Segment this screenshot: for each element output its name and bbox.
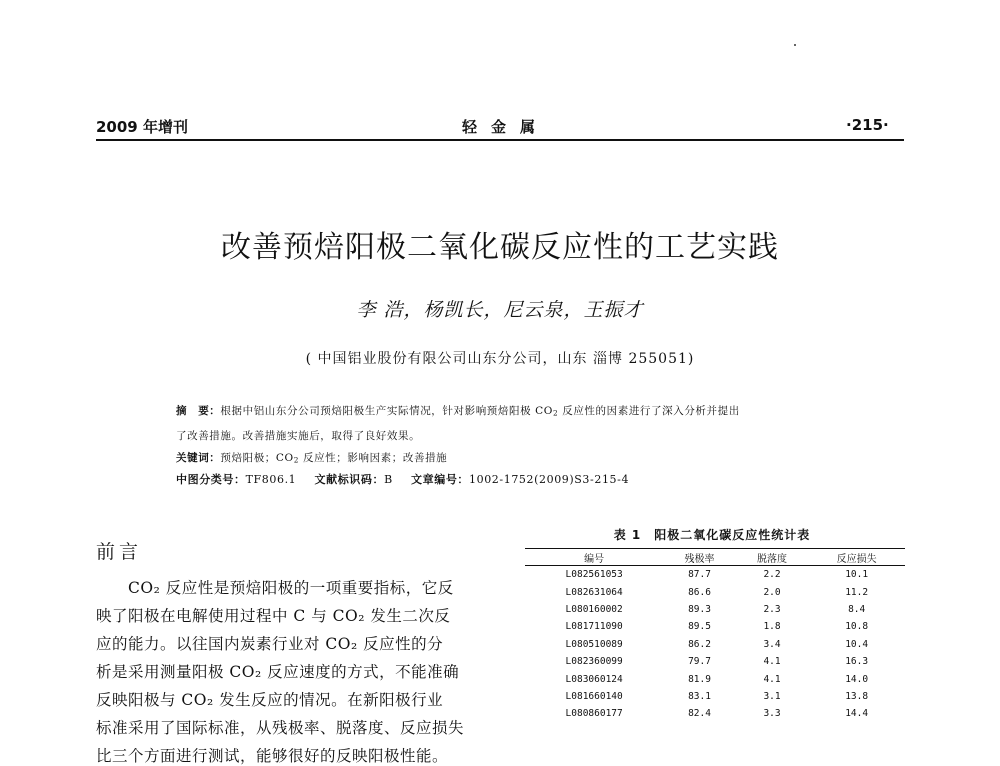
table-cell: L082631064 xyxy=(565,586,623,598)
table-cell: 3.4 xyxy=(763,638,781,650)
body-line: 析是采用测量阳极 CO₂ 反应速度的方式，不能准确 xyxy=(96,663,460,681)
table-cell: 3.3 xyxy=(763,708,781,720)
section-heading: 前言 xyxy=(96,541,143,563)
table-row xyxy=(525,653,905,670)
table-cell: L080510089 xyxy=(565,638,623,650)
keywords-line xyxy=(176,451,447,467)
table-cell: 89.5 xyxy=(688,621,711,633)
affiliation: ( 中国铝业股份有限公司山东分公司，山东 淄博 255051) xyxy=(305,351,695,367)
keywords-subscript: 2 xyxy=(293,455,300,465)
table-cell: 16.3 xyxy=(845,656,869,668)
table-cell: L082561053 xyxy=(565,569,623,581)
table-row xyxy=(525,705,905,722)
table-cell: 14.0 xyxy=(845,673,869,685)
table-row xyxy=(525,601,905,618)
header-rule xyxy=(96,139,904,141)
table-cell: 86.6 xyxy=(688,586,711,598)
table-row xyxy=(525,583,905,600)
column-header: 脱落度 xyxy=(736,549,809,566)
table-cell: 14.4 xyxy=(845,708,869,720)
classification-label: 中图分类号： xyxy=(176,473,246,486)
table-row xyxy=(525,670,905,687)
table-cell: 79.7 xyxy=(688,656,711,668)
body-line: 反映阳极与 CO₂ 发生反应的情况。在新阳极行业 xyxy=(96,691,444,709)
abstract-line-1 xyxy=(176,404,740,420)
table-caption: 表 1 阳极二氧化碳反应性统计表 xyxy=(613,528,811,542)
body-line: 标准采用了国际标准，从残极率、脱落度、反应损失 xyxy=(96,719,465,737)
table-row xyxy=(525,618,905,635)
table-cell: 11.2 xyxy=(845,586,869,598)
table-cell: 4.1 xyxy=(763,656,781,668)
article-no-label: 文章编号： xyxy=(411,473,470,486)
table-cell: 2.0 xyxy=(763,586,781,598)
table-cell: 86.2 xyxy=(688,638,711,650)
table-cell: 81.9 xyxy=(688,673,711,685)
classification-value: TF806.1 xyxy=(245,473,297,486)
doc-code-value: B xyxy=(384,473,393,486)
classification-line xyxy=(176,473,629,487)
column-header: 残极率 xyxy=(663,549,736,566)
table-cell: 1.8 xyxy=(763,621,781,633)
table-cell: L081660140 xyxy=(565,690,623,702)
table-cell: 8.4 xyxy=(848,603,866,615)
table-cell: L083060124 xyxy=(565,673,623,685)
abstract-label: 摘 要： xyxy=(176,405,221,417)
keywords-text: 预焙阳极；CO xyxy=(220,452,294,464)
table-cell: L082360099 xyxy=(565,656,623,668)
keywords-text-end: 反应性；影响因素；改善措施 xyxy=(299,452,448,464)
table-cell: 2.3 xyxy=(763,603,781,615)
abstract-text-1: 根据中铝山东分公司预焙阳极生产实际情况，针对影响预焙阳极 CO xyxy=(220,405,553,417)
table-cell: 10.4 xyxy=(845,638,869,650)
table-cell: 13.8 xyxy=(845,690,869,702)
journal-issue: 2009 年增刊 xyxy=(96,118,188,136)
column-header: 编号 xyxy=(525,549,663,566)
table-cell: L081711090 xyxy=(565,621,623,633)
keywords-label: 关键词： xyxy=(176,452,221,464)
table-row xyxy=(525,566,905,584)
table-cell: 82.4 xyxy=(688,708,711,720)
body-line: 比三个方面进行测试，能够很好的反映阳极性能。 xyxy=(96,747,449,765)
table-row xyxy=(525,636,905,653)
table-cell: 4.1 xyxy=(763,673,781,685)
table-cell: L080860177 xyxy=(565,708,623,720)
article-no-value: 1002-1752(2009)S3-215-4 xyxy=(469,473,630,486)
abstract-subscript: 2 xyxy=(553,408,559,418)
table-cell: 3.1 xyxy=(763,690,781,702)
table-cell: 87.7 xyxy=(688,569,711,581)
body-line: CO₂ 反应性是预焙阳极的一项重要指标，它反 xyxy=(96,579,454,597)
table-cell: 10.8 xyxy=(845,621,869,633)
reactivity-table xyxy=(525,548,905,723)
abstract-text-1-end: 反应性的因素进行了深入分析并提出 xyxy=(558,405,740,417)
scan-speck xyxy=(794,44,796,46)
journal-name: 轻金属 xyxy=(462,118,550,136)
table-cell: 2.2 xyxy=(763,569,781,581)
authors: 李 浩，杨凯长，尼云泉，王振才 xyxy=(356,299,644,321)
doc-code-label: 文献标识码： xyxy=(314,473,385,486)
table-body xyxy=(525,566,905,723)
paper-title: 改善预焙阳极二氧化碳反应性的工艺实践 xyxy=(221,230,779,265)
column-header: 反应损失 xyxy=(808,549,905,566)
abstract-line-2: 了改善措施。改善措施实施后，取得了良好效果。 xyxy=(176,430,421,442)
table-header-row xyxy=(525,549,905,566)
table-row xyxy=(525,688,905,705)
page-number: ·215· xyxy=(846,116,889,134)
body-line: 应的能力。以往国内炭素行业对 CO₂ 反应性的分 xyxy=(96,635,444,653)
table-cell: 83.1 xyxy=(688,690,711,702)
table-cell: 10.1 xyxy=(845,569,869,581)
table-cell: 89.3 xyxy=(688,603,711,615)
body-line: 映了阳极在电解使用过程中 C 与 CO₂ 发生二次反 xyxy=(96,607,451,625)
table-cell: L080160002 xyxy=(565,603,623,615)
